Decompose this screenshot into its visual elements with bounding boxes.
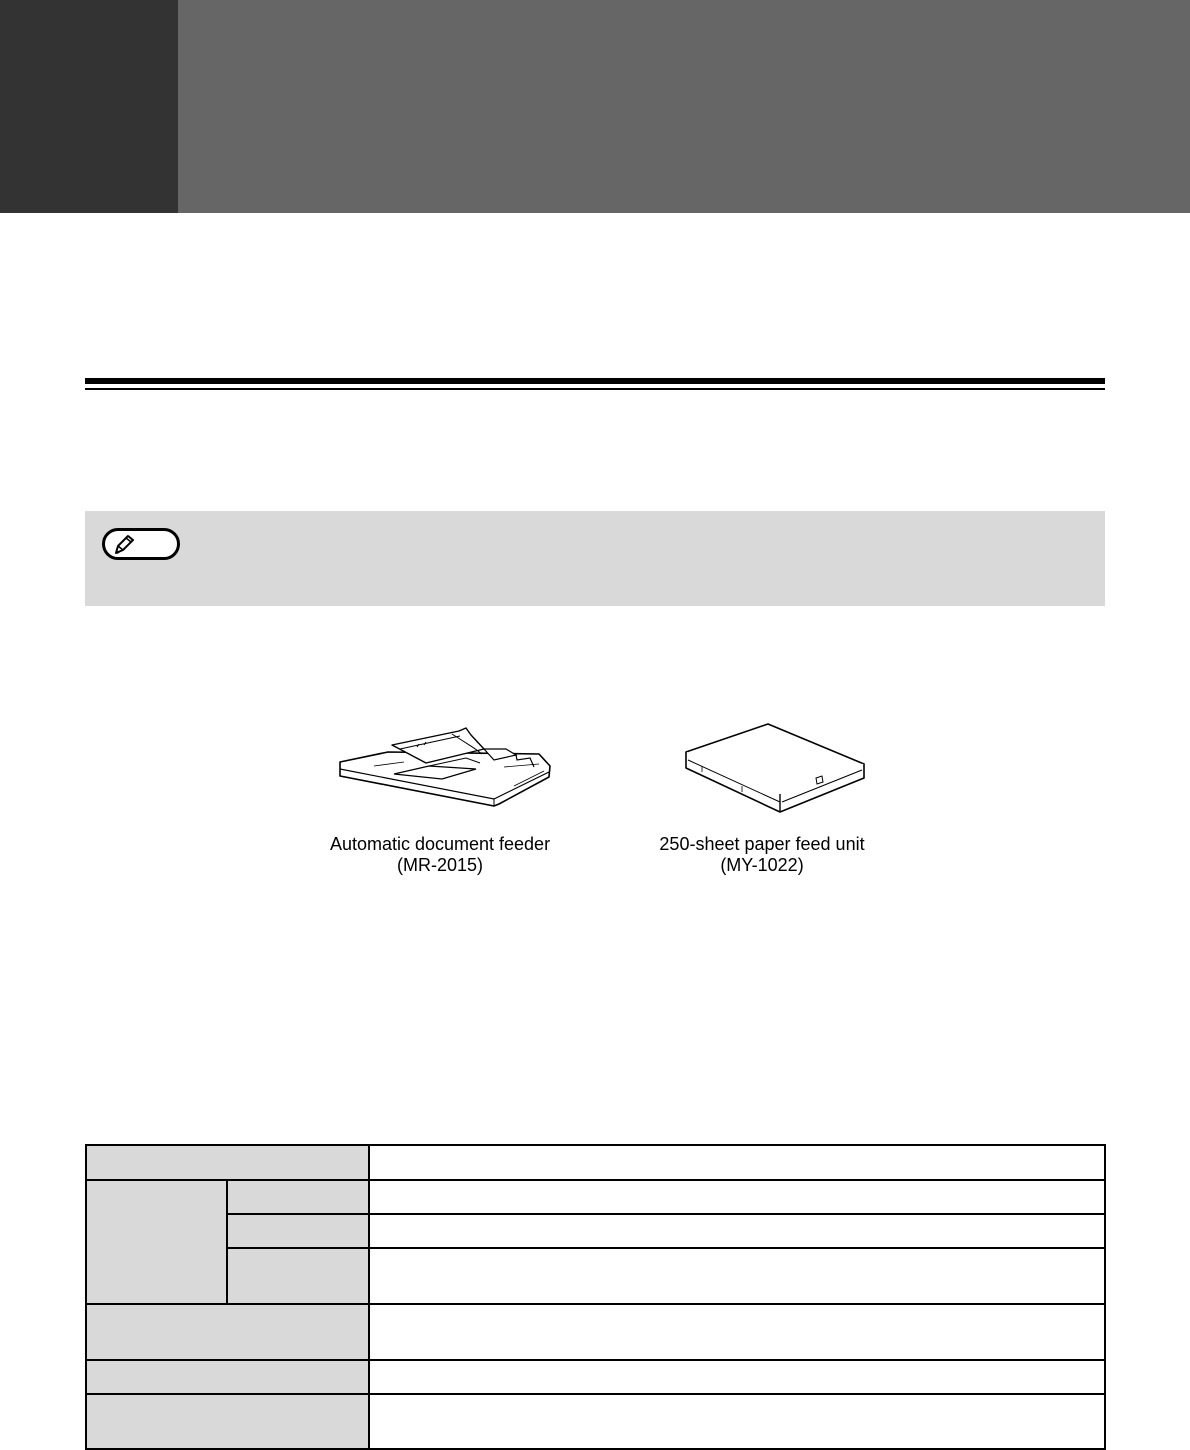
chapter-title-band xyxy=(178,0,1190,213)
table-sublabel-cell xyxy=(227,1214,369,1248)
paper-feed-unit-model: (MY-1022) xyxy=(720,855,804,875)
table-value-cell xyxy=(369,1180,1105,1214)
table-value-cell xyxy=(369,1394,1105,1449)
table-row xyxy=(86,1360,1105,1394)
table-value-cell xyxy=(369,1145,1105,1180)
table-label-cell xyxy=(86,1304,369,1360)
paper-feed-unit-name: 250-sheet paper feed unit xyxy=(659,834,865,854)
table-row xyxy=(86,1214,1105,1248)
chapter-number-block xyxy=(0,0,178,213)
note-box xyxy=(85,511,1105,606)
pencil-icon xyxy=(113,534,137,556)
note-badge xyxy=(102,528,180,560)
table-value-cell xyxy=(369,1360,1105,1394)
table-value-cell xyxy=(369,1304,1105,1360)
document-feeder-illustration xyxy=(334,722,554,822)
table-header-cell xyxy=(86,1145,369,1180)
table-sublabel-cell xyxy=(227,1248,369,1304)
document-feeder-name: Automatic document feeder xyxy=(329,834,551,854)
table-row xyxy=(86,1304,1105,1360)
document-feeder-caption xyxy=(290,834,590,876)
table-group-cell xyxy=(86,1180,227,1304)
table-row xyxy=(86,1180,1105,1214)
section-rule-thin xyxy=(85,388,1105,390)
paper-feed-unit-caption xyxy=(612,834,912,876)
specification-table xyxy=(85,1144,1106,1450)
table-row xyxy=(86,1248,1105,1304)
document-feeder-model: (MR-2015) xyxy=(396,855,484,875)
table-row xyxy=(86,1145,1105,1180)
table-row xyxy=(86,1394,1105,1449)
table-label-cell xyxy=(86,1394,369,1449)
paper-feed-unit-illustration xyxy=(682,720,868,820)
table-value-cell xyxy=(369,1214,1105,1248)
table-sublabel-cell xyxy=(227,1180,369,1214)
table-label-cell xyxy=(86,1360,369,1394)
section-rule-thick xyxy=(85,378,1105,384)
table-value-cell xyxy=(369,1248,1105,1304)
